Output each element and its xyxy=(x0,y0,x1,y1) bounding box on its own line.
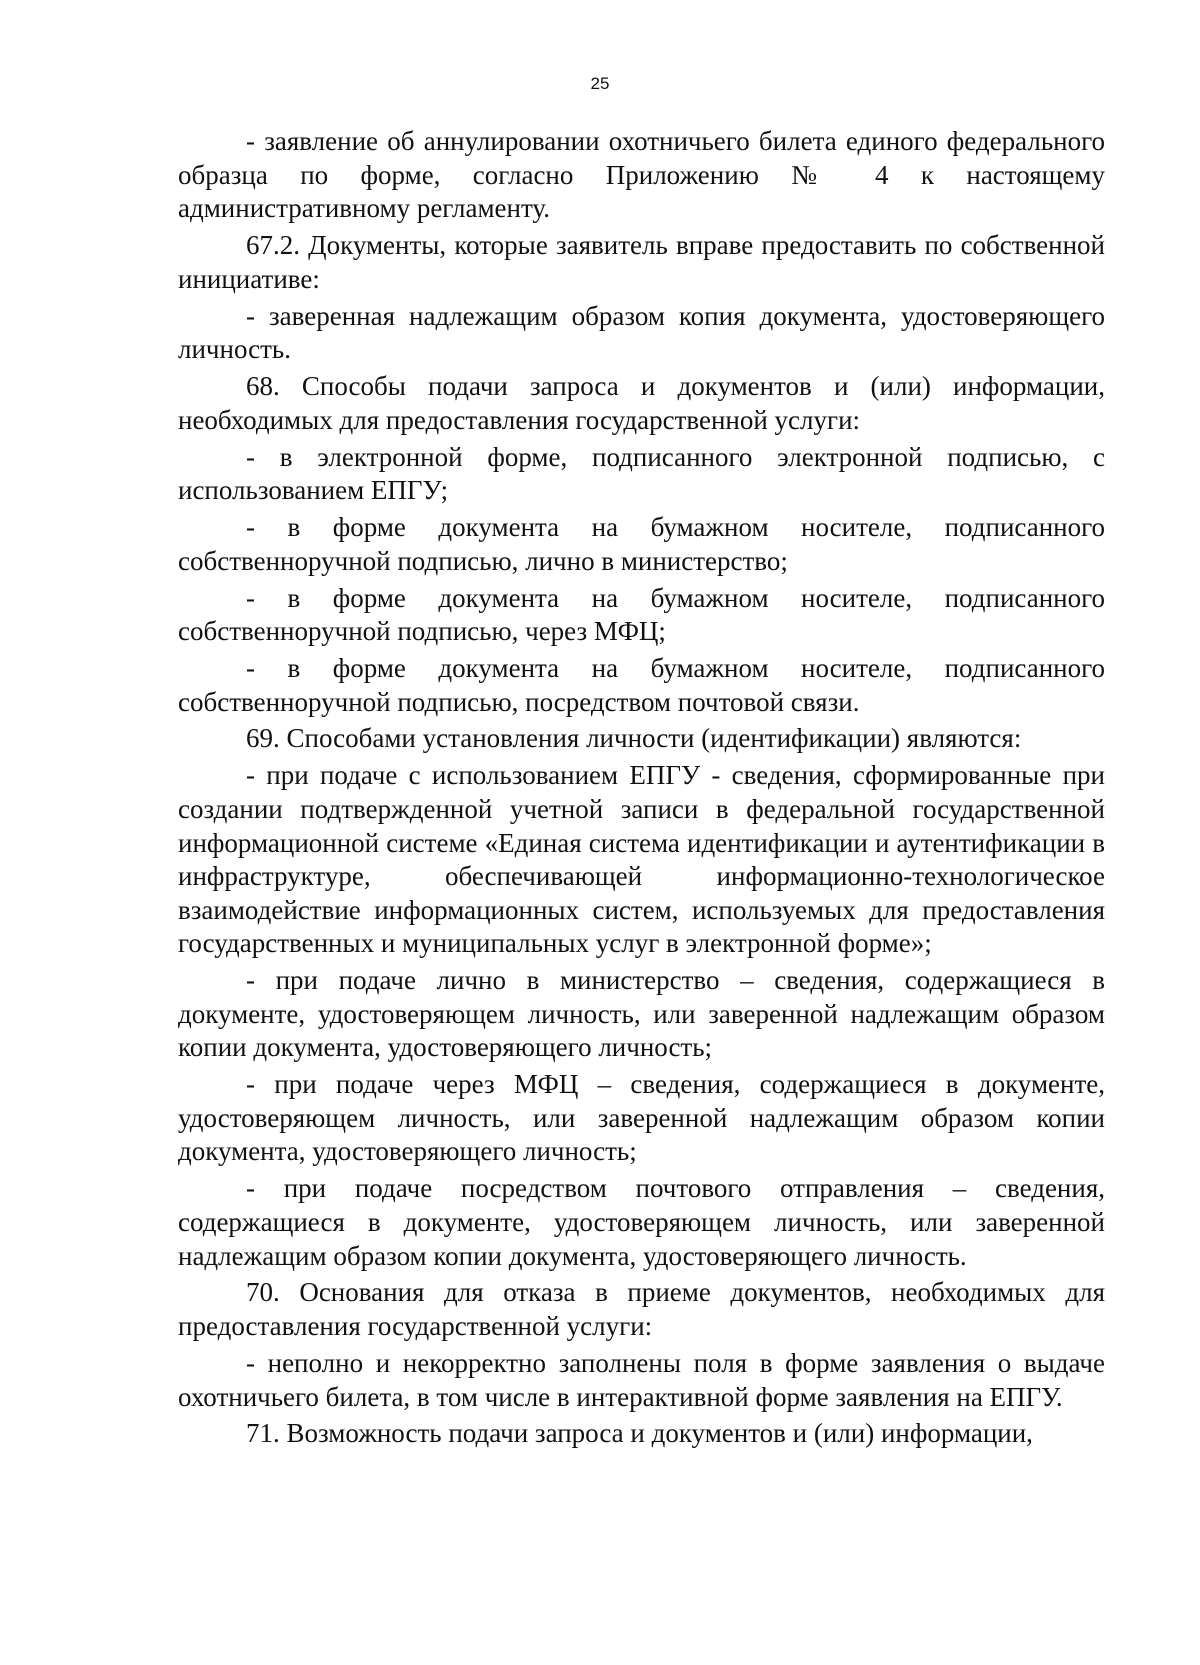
paragraph-certified-id-copy: - заверенная надлежащим образом копия документа, удостоверяющего личность. xyxy=(178,300,1105,365)
paragraph-71: 71. Возможность подачи запроса и документов и (или) информации, xyxy=(246,1418,1033,1449)
paragraph-post-identification: - при подаче посредством почтового отправления – сведения, содержащиеся в документе, удостоверяющем личность, или заверенной надлежащим образом копии документа, удостоверяющего личность. xyxy=(178,1173,1105,1271)
paragraph-annulment-application: - заявление об аннулировании охотничьего билета единого федерального образца по форме, согласно Приложению № 4 к настоящему административному регламенту. xyxy=(178,126,1105,224)
paragraph-ministry-identification: - при подаче лично в министерство – сведения, содержащиеся в документе, удостоверяющем личность, или заверенной надлежащим образом копии документа, удостоверяющего личность; xyxy=(178,965,1105,1063)
paragraph-paper-ministry: - в форме документа на бумажном носителе, подписанного собственноручной подписью, лично в министерство; xyxy=(178,512,1105,576)
paragraph-paper-mfc: - в форме документа на бумажном носителе, подписанного собственноручной подписью, через МФЦ; xyxy=(178,582,1105,647)
paragraph-electronic-form: - в электронной форме, подписанного электронной подписью, с использованием ЕПГУ; xyxy=(178,441,1105,506)
paragraph-70: 70. Основания для отказа в приеме документов, необходимых для предоставления государственной услуги: xyxy=(178,1277,1105,1342)
paragraph-epgu-identification: - при подаче с использованием ЕПГУ - сведения, сформированные при создании подтвержденной учетной записи в федеральной государственной информационной системе «Единая система идентификации и аутентификации в инфраструктуре, обеспечивающей информационно-технологическое взаимодействие информационных систем, используемых для предоставления государственных и муниципальных услуг в электронной форме»; xyxy=(178,760,1105,959)
paragraph-mfc-identification: - при подаче через МФЦ – сведения, содержащиеся в документе, удостоверяющем личность, или заверенной надлежащим образом копии документа, удостоверяющего личность; xyxy=(178,1069,1105,1167)
document-body xyxy=(178,125,1105,1454)
paragraph-68: 68. Способы подачи запроса и документов и (или) информации, необходимых для предоставления государственной услуги: xyxy=(178,371,1105,435)
paragraph-incomplete-fields: - неполно и некорректно заполнены поля в форме заявления о выдаче охотничьего билета, в том числе в интерактивной форме заявления на ЕПГУ. xyxy=(178,1347,1105,1412)
paragraph-67-2: 67.2. Документы, которые заявитель вправе предоставить по собственной инициативе: xyxy=(178,230,1105,294)
page-number: 25 xyxy=(590,74,610,93)
paragraph-paper-post: - в форме документа на бумажном носителе, подписанного собственноручной подписью, посредством почтовой связи. xyxy=(178,652,1105,717)
paragraph-69: 69. Способами установления личности (идентификации) являются: xyxy=(246,723,1022,754)
